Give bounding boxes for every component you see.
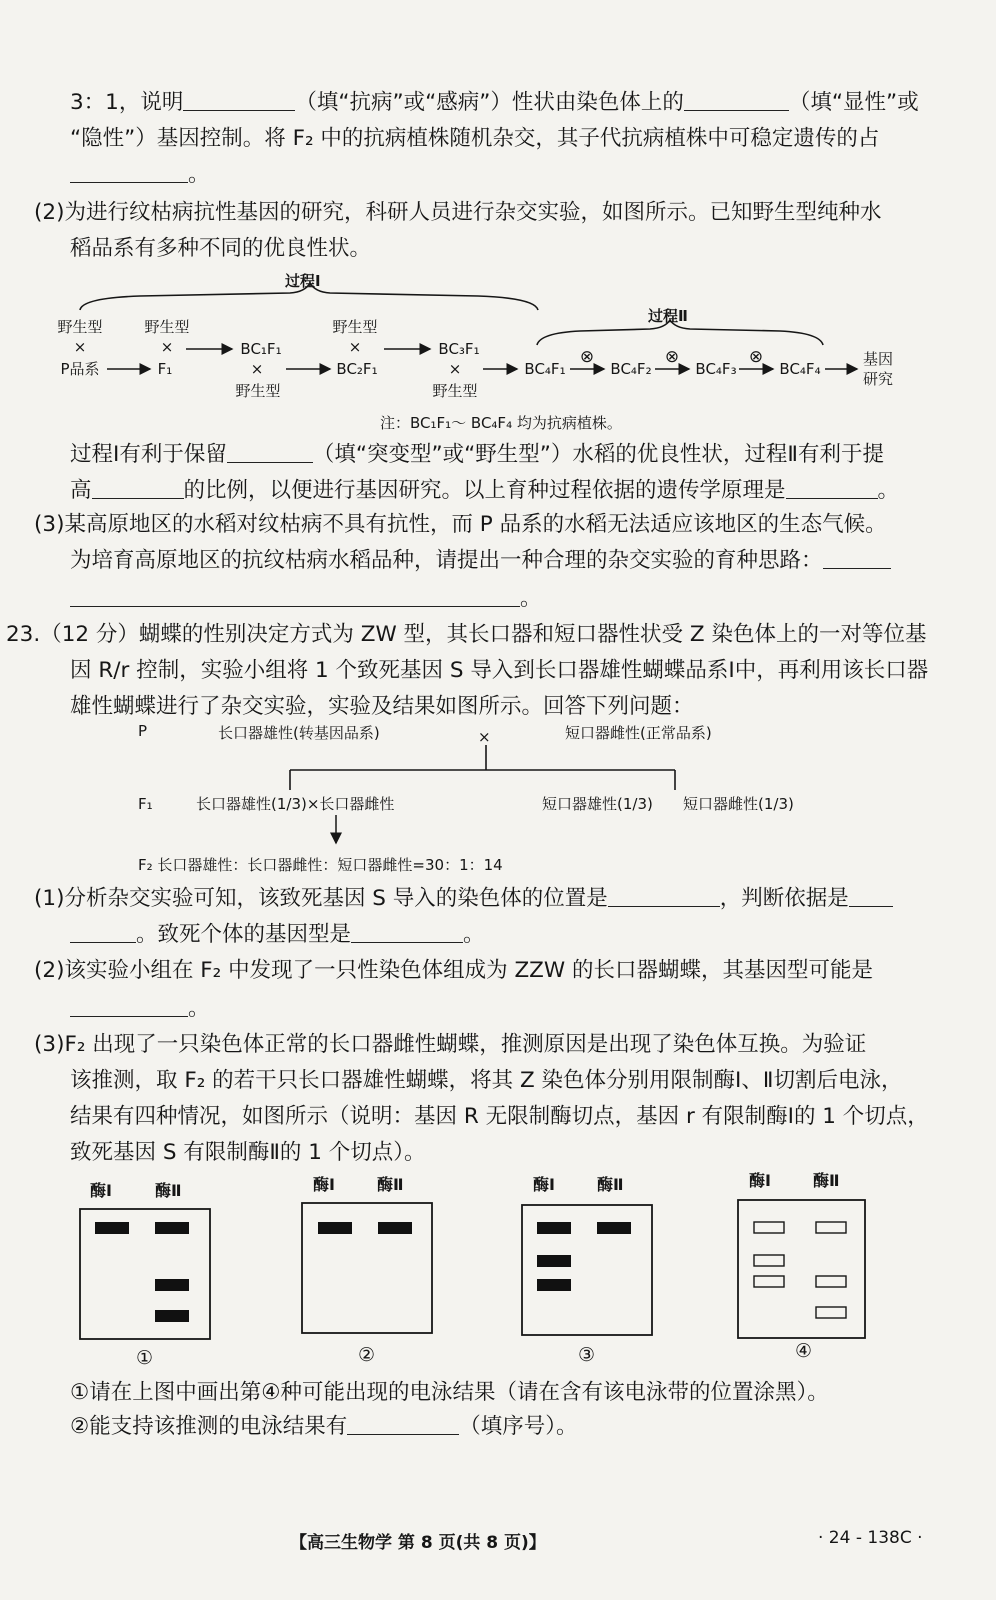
q23-part2-line-1: (2)该实验小组在 F₂ 中发现了一只性染色体组成为 ZZW 的长口器蝴蝶，其基因型可能是 xyxy=(34,958,873,983)
answer-blank[interactable] xyxy=(70,584,520,607)
gel-band xyxy=(537,1279,571,1291)
gel-band xyxy=(378,1222,412,1234)
f1-label: F₁ xyxy=(157,360,173,378)
enzyme2-label: 酶Ⅱ xyxy=(377,1175,404,1194)
enzyme1-label: 酶Ⅰ xyxy=(90,1181,112,1200)
q22-line-3: 。 xyxy=(70,160,210,190)
gel-slot xyxy=(816,1307,846,1318)
process1-label: 过程Ⅰ xyxy=(285,272,321,290)
q22-part3-line-2: 为培育高原地区的抗纹枯病水稻品种，请提出一种合理的杂交实验的育种思路： xyxy=(70,546,891,576)
cross-symbol: × xyxy=(448,360,462,378)
q23-sub2: ②能支持该推测的电泳结果有 （填序号）。 xyxy=(70,1414,578,1439)
gel-band xyxy=(155,1279,189,1291)
gel-band xyxy=(537,1222,571,1234)
answer-blank[interactable] xyxy=(70,994,188,1017)
process2-label: 过程Ⅱ xyxy=(648,307,688,325)
f2-ratio-label: F₂ 长口器雄性：长口器雌性：短口器雌性=30：1：14 xyxy=(138,856,503,874)
gene-research-label: 基因 xyxy=(862,350,893,368)
gel-band xyxy=(597,1222,631,1234)
gel-slot xyxy=(816,1276,846,1287)
selfing-symbol: ⊗ xyxy=(579,347,595,367)
f1-short-female-label: 短口器雌性(1/3) xyxy=(683,795,794,813)
answer-blank[interactable] xyxy=(849,884,893,907)
cross-symbol: × xyxy=(348,338,362,356)
gel-number-label: ③ xyxy=(578,1344,596,1366)
answer-blank[interactable] xyxy=(92,476,184,499)
selfing-symbol: ⊗ xyxy=(748,347,764,367)
selfing-symbol: ⊗ xyxy=(664,347,680,367)
gel-number-label: ④ xyxy=(795,1340,813,1362)
q23-line-1: 23.（12 分）蝴蝶的性别决定方式为 ZW 型，其长口器和短口器性状受 Z 染色体上的一对等位基 xyxy=(6,622,927,647)
answer-blank[interactable] xyxy=(608,884,720,907)
q23-part3-line-1: (3)F₂ 出现了一只染色体正常的长口器雌性蝴蝶，推测原因是出现了染色体互换。为验证 xyxy=(34,1032,867,1057)
male-parent-label: 长口器雄性(转基因品系) xyxy=(218,724,380,742)
page-footer-title: 【高三生物学 第 8 页(共 8 页)】 xyxy=(290,1533,546,1553)
answer-blank[interactable] xyxy=(70,920,136,943)
gel-band xyxy=(537,1255,571,1267)
bc4f3-label: BC₄F₃ xyxy=(695,360,737,378)
answer-blank[interactable] xyxy=(227,440,313,463)
q22-line-1: 3：1，说明 （填“抗病”或“感病”）性状由染色体上的 （填“显性”或 xyxy=(70,90,919,115)
f1-generation-label: F₁ xyxy=(138,795,153,813)
gene-research-label: 研究 xyxy=(862,370,893,388)
gel-band xyxy=(95,1222,129,1234)
q22-part3-line-3: 。 xyxy=(70,584,542,614)
q22-part2-line-1: (2)为进行纹枯病抗性基因的研究，科研人员进行杂交实验，如图所示。已知野生型纯种水 xyxy=(34,200,882,225)
cross-symbol: × xyxy=(160,338,174,356)
q22-part2-line-4: 高 的比例，以便进行基因研究。以上育种过程依据的遗传学原理是 。 xyxy=(70,478,900,503)
q23-part2-line-2: 。 xyxy=(70,994,210,1024)
q23-part3-line-2: 该推测，取 F₂ 的若干只长口器雄性蝴蝶，将其 Z 染色体分别用限制酶Ⅰ、Ⅱ切割后电泳， xyxy=(70,1068,903,1093)
enzyme1-label: 酶Ⅰ xyxy=(313,1175,335,1194)
q23-part3-line-3: 结果有四种情况，如图所示（说明：基因 R 无限制酶切点，基因 r 有限制酶Ⅰ的 1 个切点， xyxy=(70,1104,929,1129)
page-footer-code: · 24 - 138C · xyxy=(818,1528,923,1548)
bc3f1-label: BC₃F₁ xyxy=(438,340,480,358)
diagram-note: 注：BC₁F₁～ BC₄F₄ 均为抗病植株。 xyxy=(380,414,622,432)
f1-short-male-label: 短口器雄性(1/3) xyxy=(542,795,653,813)
wild-type-label: 野生型 xyxy=(144,318,190,336)
gel-band xyxy=(155,1222,189,1234)
p-line-label: P品系 xyxy=(60,360,100,378)
answer-blank[interactable] xyxy=(351,920,463,943)
gel-band xyxy=(155,1310,189,1322)
f1-long-cross-label: 长口器雄性(1/3)×长口器雌性 xyxy=(196,795,395,813)
q23-part1-line-2: 。致死个体的基因型是 。 xyxy=(70,920,485,950)
answer-blank[interactable] xyxy=(823,546,891,569)
gel-slot xyxy=(754,1222,784,1233)
bc4f2-label: BC₄F₂ xyxy=(610,360,652,378)
answer-blank[interactable] xyxy=(786,476,878,499)
gel-number-label: ② xyxy=(358,1344,376,1366)
bc1f1-label: BC₁F₁ xyxy=(240,340,282,358)
wild-type-label: 野生型 xyxy=(332,318,378,336)
q23-part3-line-4: 致死基因 S 有限制酶Ⅱ的 1 个切点）。 xyxy=(70,1140,426,1165)
gel-number-label: ① xyxy=(136,1347,154,1369)
enzyme2-label: 酶Ⅱ xyxy=(155,1181,182,1200)
bc4f4-label: BC₄F₄ xyxy=(779,360,821,378)
gel-slot xyxy=(754,1255,784,1266)
wild-type-label: 野生型 xyxy=(432,382,478,400)
cross-symbol: × xyxy=(250,360,264,378)
q23-part1-line-1: (1)分析杂交实验可知，该致死基因 S 导入的染色体的位置是 ，判断依据是 xyxy=(34,884,893,914)
q23-sub1: ①请在上图中画出第④种可能出现的电泳结果（请在含有该电泳带的位置涂黑）。 xyxy=(70,1380,829,1405)
female-parent-label: 短口器雌性(正常品系) xyxy=(565,724,712,742)
gel-band xyxy=(318,1222,352,1234)
gel-slot xyxy=(754,1276,784,1287)
q22-part2-line-3: 过程Ⅰ有利于保留 （填“突变型”或“野生型”）水稻的优良性状，过程Ⅱ有利于提 xyxy=(70,442,884,467)
cross-symbol: × xyxy=(478,728,491,746)
q22-part2-line-2: 稻品系有多种不同的优良性状。 xyxy=(70,236,372,261)
q22-line-2: “隐性”）基因控制。将 F₂ 中的抗病植株随机杂交，其子代抗病植株中可稳定遗传的占 xyxy=(70,126,880,151)
q22-part3-line-1: (3)某高原地区的水稻对纹枯病不具有抗性，而 P 品系的水稻无法适应该地区的生态气候。 xyxy=(34,512,887,537)
enzyme2-label: 酶Ⅱ xyxy=(813,1171,840,1190)
parent-generation-label: P xyxy=(138,722,148,740)
wild-type-label: 野生型 xyxy=(57,318,103,336)
enzyme1-label: 酶Ⅰ xyxy=(749,1171,771,1190)
bc4f1-label: BC₄F₁ xyxy=(524,360,566,378)
enzyme1-label: 酶Ⅰ xyxy=(533,1175,555,1194)
answer-blank[interactable] xyxy=(347,1412,459,1435)
enzyme2-label: 酶Ⅱ xyxy=(597,1175,624,1194)
q23-line-2: 因 R/r 控制，实验小组将 1 个致死基因 S 导入到长口器雄性蝴蝶品系Ⅰ中，再利用该长口器 xyxy=(70,658,929,683)
gel-slot xyxy=(816,1222,846,1233)
bc2f1-label: BC₂F₁ xyxy=(336,360,378,378)
cross-symbol: × xyxy=(73,338,87,356)
q23-line-3: 雄性蝴蝶进行了杂交实验，实验及结果如图所示。回答下列问题： xyxy=(70,694,694,719)
wild-type-label: 野生型 xyxy=(235,382,281,400)
